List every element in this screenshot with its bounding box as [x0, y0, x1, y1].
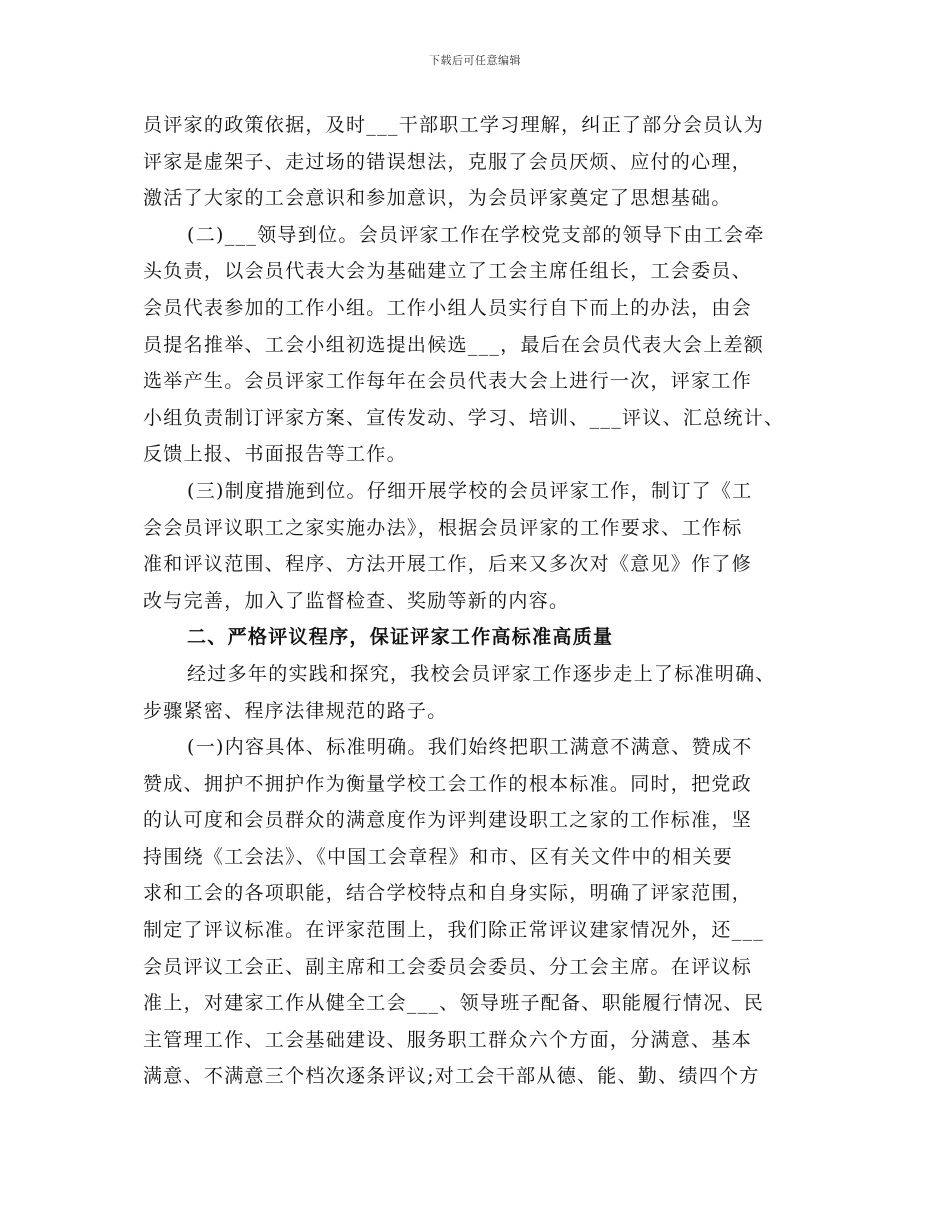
text-line: 准和评议范围、程序、方法开展工作，后来又多次对《意见》作了修	[143, 553, 753, 576]
section-heading: 二、严格评议程序，保证评家工作高标准高质量	[187, 626, 614, 649]
text-line: 准上，对建家工作从健全工会___、领导班子配备、职能履行情况、民	[143, 992, 765, 1015]
text-line: (三)制度措施到位。仔细开展学校的会员评家工作，制订了《工	[187, 479, 753, 502]
text-line: 会会员评议职工之家实施办法》，根据会员评家的工作要求、工作标	[143, 516, 743, 539]
text-line: (二)___领导到位。会员评家工作在学校党支部的领导下由工会牵	[187, 223, 765, 246]
text-line: 经过多年的实践和探究，我校会员评家工作逐步走上了标准明确、	[187, 662, 776, 685]
text-line: 主管理工作、工会基础建设、服务职工群众六个方面，分满意、基本	[143, 1028, 753, 1051]
text-line: (一)内容具体、标准明确。我们始终把职工满意不满意、赞成不	[187, 736, 753, 759]
text-line: 会员代表参加的工作小组。工作小组人员实行自下而上的办法，由会	[143, 296, 753, 319]
text-line: 持围绕《工会法》、《中国工会章程》和市、区有关文件中的相关要	[143, 845, 734, 868]
text-line: 求和工会的各项职能，结合学校特点和自身实际，明确了评家范围，	[143, 882, 753, 905]
text-line: 小组负责制订评家方案、宣传发动、学习、培训、___评议、汇总统计、	[143, 406, 785, 429]
text-line: 员提名推举、工会小组初选提出候选___，最后在会员代表大会上差额	[143, 333, 765, 356]
text-line: 头负责，以会员代表大会为基础建立了工会主席任组长，工会委员、	[143, 260, 753, 283]
text-line: 改与完善，加入了监督检查、奖励等新的内容。	[143, 589, 570, 612]
text-line: 步骤紧密、程序法律规范的路子。	[143, 699, 448, 722]
text-line: 评家是虚架子、走过场的错误想法，克服了会员厌烦、应付的心理，	[143, 150, 753, 173]
text-line: 制定了评议标准。在评家范围上，我们除正常评议建家情况外，还___	[143, 919, 765, 942]
document-body	[143, 107, 823, 1095]
text-line: 员评家的政策依据，及时___干部职工学习理解，纠正了部分会员认为	[143, 114, 765, 136]
page-header: 下载后可任意编辑	[429, 54, 521, 67]
text-line: 会员评议工会正、副主席和工会委员会委员、分工会主席。在评议标	[143, 955, 753, 978]
text-line: 满意、不满意三个档次逐条评议;对工会干部从德、能、勤、绩四个方	[143, 1065, 760, 1088]
text-line: 选举产生。会员评家工作每年在会员代表大会上进行一次，评家工作	[143, 370, 753, 393]
text-line: 的认可度和会员群众的满意度作为评判建设职工之家的工作标准，坚	[143, 809, 753, 832]
text-line: 赞成、拥护不拥护作为衡量学校工会工作的根本标准。同时，把党政	[143, 772, 753, 795]
text-line: 激活了大家的工会意识和参加意识，为会员评家奠定了思想基础。	[143, 187, 732, 210]
text-line: 反馈上报、书面报告等工作。	[143, 443, 407, 466]
